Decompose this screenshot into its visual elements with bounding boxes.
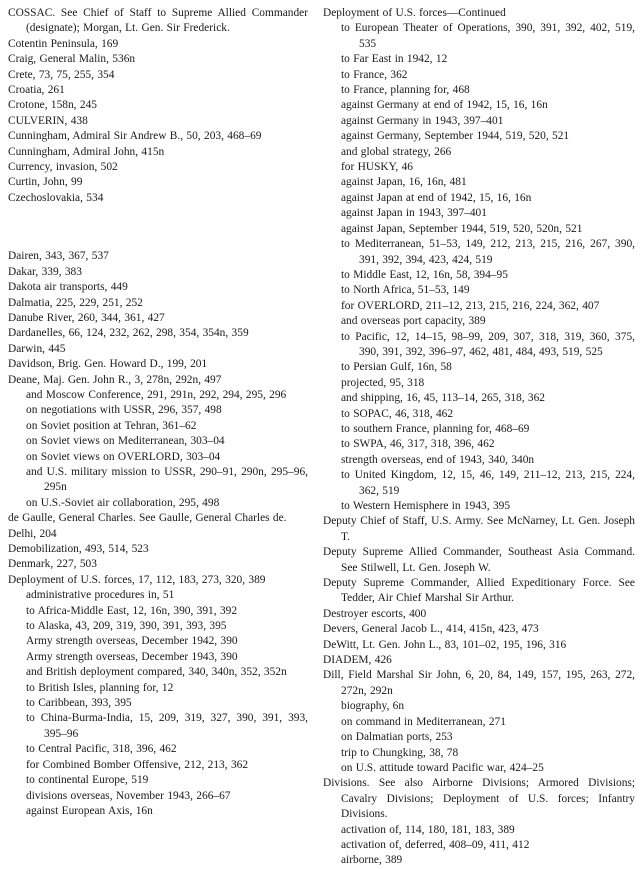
index-subentry: activation of, 114, 180, 181, 183, 389 (341, 823, 515, 836)
index-subentry: and Moscow Conference, 291, 291n, 292, 294, 295, 296 (26, 388, 287, 401)
index-entry: Deputy Supreme Allied Commander, Southeast Asia Command. See Stilwell, Lt. Gen. Joseph W. (323, 546, 635, 574)
index-subentry: to southern France, planning for, 468–69 (341, 422, 530, 435)
index-subentry: to Alaska, 43, 209, 319, 390, 391, 393, 395 (26, 620, 227, 633)
index-subentry: to European Theater of Operations, 390, 391, 392, 402, 519, 535 (341, 22, 635, 50)
index-entry: Delhi, 204 (8, 527, 57, 540)
index-entry: Cunningham, Admiral John, 415n (8, 145, 165, 158)
index-subentry: projected, 95, 318 (341, 376, 425, 389)
index-entry: Denmark, 227, 503 (8, 558, 97, 571)
index-subentry: to SOPAC, 46, 318, 462 (341, 407, 454, 420)
index-entry: Demobilization, 493, 514, 523 (8, 543, 149, 555)
index-entry: Destroyer escorts, 400 (323, 607, 427, 620)
index-entry: Crotone, 158n, 245 (8, 99, 97, 112)
index-subentry: to France, planning for, 468 (341, 84, 470, 97)
index-subentry: and shipping, 16, 45, 113–14, 265, 318, 362 (341, 392, 545, 405)
index-subentry: on U.S.-Soviet air collaboration, 295, 498 (26, 496, 220, 509)
index-subentry: to SWPA, 46, 317, 318, 396, 462 (341, 438, 495, 451)
index-subentry: trip to Chungking, 38, 78 (341, 746, 459, 759)
index-subentry: administrative procedures in, 51 (26, 589, 175, 602)
index-subentry: to Middle East, 12, 16n, 58, 394–95 (341, 268, 508, 281)
index-entry: Curtin, John, 99 (8, 176, 83, 189)
index-subentry: to China-Burma-India, 15, 209, 319, 327, 390, 391, 393, 395–96 (26, 712, 308, 740)
index-subentry: on negotiations with USSR, 296, 357, 498 (26, 404, 222, 417)
index-subentry: airborne, 389 (341, 854, 403, 867)
index-subentry: to North Africa, 51–53, 149 (341, 284, 470, 297)
index-subentry: divisions overseas, November 1943, 266–67 (26, 789, 231, 802)
index-subentry: to Central Pacific, 318, 396, 462 (26, 743, 177, 756)
index-subentry: to Mediterranean, 51–53, 149, 212, 213, 215, 216, 267, 390, 391, 392, 394, 423, 424, 519 (341, 238, 635, 266)
index-subentry: against Japan, 16, 16n, 481 (341, 176, 467, 189)
index-subentry: to Western Hemisphere in 1943, 395 (341, 500, 511, 512)
index-entry: Davidson, Brig. Gen. Howard D., 199, 201 (8, 358, 208, 371)
index-entry: Craig, General Malin, 536n (8, 53, 136, 66)
index-entry: Croatia, 261 (8, 84, 65, 97)
index-entry: Deployment of U.S. forces, 17, 112, 183, 273, 320, 389 (8, 573, 266, 586)
index-subentry: to Africa-Middle East, 12, 16n, 390, 391, 392 (26, 604, 238, 617)
index-subentry: for OVERLORD, 211–12, 213, 215, 216, 224, 362, 407 (341, 299, 600, 312)
index-entry: Dairen, 343, 367, 537 (8, 250, 109, 263)
index-entry: Danube River, 260, 344, 361, 427 (8, 311, 165, 324)
index-subentry: for HUSKY, 46 (341, 161, 413, 174)
index-subentry: to Far East in 1942, 12 (341, 53, 448, 66)
index-entry: Deputy Chief of Staff, U.S. Army. See McNarney, Lt. Gen. Joseph T. (323, 515, 635, 543)
index-subentry: to Caribbean, 393, 395 (26, 697, 132, 710)
index-subentry: against Germany, September 1944, 519, 520, 521 (341, 130, 570, 143)
index-subentry: activation of, deferred, 408–09, 411, 412 (341, 838, 530, 851)
index-entry: Deployment of U.S. forces—Continued (323, 7, 506, 19)
index-entry: Deane, Maj. Gen. John R., 3, 278n, 292n, 497 (8, 373, 222, 386)
index-entry: Currency, invasion, 502 (8, 161, 118, 174)
index-subentry: to Persian Gulf, 16n, 58 (341, 361, 452, 374)
index-entry: Devers, General Jacob L., 414, 415n, 423, 473 (323, 623, 539, 636)
index-subentry: against Germany at end of 1942, 15, 16, 16n (341, 99, 548, 112)
index-entry: CULVERIN, 438 (8, 114, 88, 127)
index-subentry: to continental Europe, 519 (26, 774, 149, 787)
index-subentry: strength overseas, end of 1943, 340, 340n (341, 453, 535, 466)
index-right-column (323, 6, 635, 869)
index-subentry: to United Kingdom, 12, 15, 46, 149, 211–12, 213, 215, 224, 362, 519 (341, 469, 635, 497)
letter-section-gap (8, 206, 308, 249)
index-subentry: on Dalmatian ports, 253 (341, 731, 453, 744)
index-entry: Deputy Supreme Commander, Allied Expeditionary Force. See Tedder, Air Chief Marshal Sir Arthur. (323, 577, 635, 605)
index-left-column (8, 6, 308, 819)
index-entry: DIADEM, 426 (323, 654, 392, 667)
index-subentry: Army strength overseas, December 1942, 390 (26, 635, 238, 648)
index-entry: Czechoslovakia, 534 (8, 191, 104, 204)
index-entry: Crete, 73, 75, 255, 354 (8, 68, 115, 81)
index-subentry: for Combined Bomber Offensive, 212, 213, 362 (26, 758, 249, 771)
index-subentry: against Japan in 1943, 397–401 (341, 207, 487, 220)
index-subentry: on Soviet views on Mediterranean, 303–04 (26, 435, 225, 448)
index-subentry: Army strength overseas, December 1943, 390 (26, 650, 238, 663)
index-entry: Dardanelles, 66, 124, 232, 262, 298, 354, 354n, 359 (8, 327, 249, 340)
index-entry: COSSAC. See Chief of Staff to Supreme Allied Commander (designate); Morgan, Lt. Gen. Sir Frederick. (8, 7, 308, 35)
index-entry: Divisions. See also Airborne Divisions; Armored Divisions; Cavalry Divisions; Deployment of U.S. forces; Infantry Divisions. (323, 777, 635, 821)
index-entry: Darwin, 445 (8, 342, 66, 355)
index-subentry: against European Axis, 16n (26, 804, 153, 817)
index-subentry: on Soviet views on OVERLORD, 303–04 (26, 450, 221, 463)
index-entry: de Gaulle, General Charles. See Gaulle, General Charles de. (8, 512, 287, 525)
index-entry: Cotentin Peninsula, 169 (8, 37, 119, 50)
index-subentry: and U.S. military mission to USSR, 290–91, 290n, 295–96, 295n (26, 465, 308, 494)
index-subentry: biography, 6n (341, 700, 405, 713)
index-subentry: against Germany in 1943, 397–401 (341, 114, 504, 127)
index-subentry: to France, 362 (341, 68, 408, 81)
index-subentry: against Japan, September 1944, 519, 520, 520n, 521 (341, 222, 583, 235)
index-subentry: on Soviet position at Tehran, 361–62 (26, 419, 197, 432)
index-subentry: on U.S. attitude toward Pacific war, 424–25 (341, 761, 544, 774)
index-subentry: and British deployment compared, 340, 340n, 352, 352n (26, 666, 287, 679)
index-entry: Dalmatia, 225, 229, 251, 252 (8, 296, 143, 309)
index-entry: DeWitt, Lt. Gen. John L., 83, 101–02, 195, 196, 316 (323, 638, 567, 651)
index-subentry: and overseas port capacity, 389 (341, 315, 486, 328)
index-subentry: on command in Mediterranean, 271 (341, 715, 506, 728)
index-subentry: and global strategy, 266 (341, 145, 452, 158)
index-subentry: against Japan at end of 1942, 15, 16, 16n (341, 191, 532, 204)
index-entry: Dakota air transports, 449 (8, 281, 128, 294)
index-subentry: to Pacific, 12, 14–15, 98–99, 209, 307, 318, 319, 360, 375, 390, 391, 392, 396–97, 462, 481, 484, 493, 519, 525 (341, 330, 635, 358)
index-entry: Dill, Field Marshal Sir John, 6, 20, 84, 149, 157, 195, 263, 272, 272n, 292n (323, 669, 635, 697)
index-entry: Dakar, 339, 383 (8, 265, 82, 278)
index-entry: Cunningham, Admiral Sir Andrew B., 50, 203, 468–69 (8, 130, 262, 143)
index-subentry: to British Isles, planning for, 12 (26, 681, 174, 694)
